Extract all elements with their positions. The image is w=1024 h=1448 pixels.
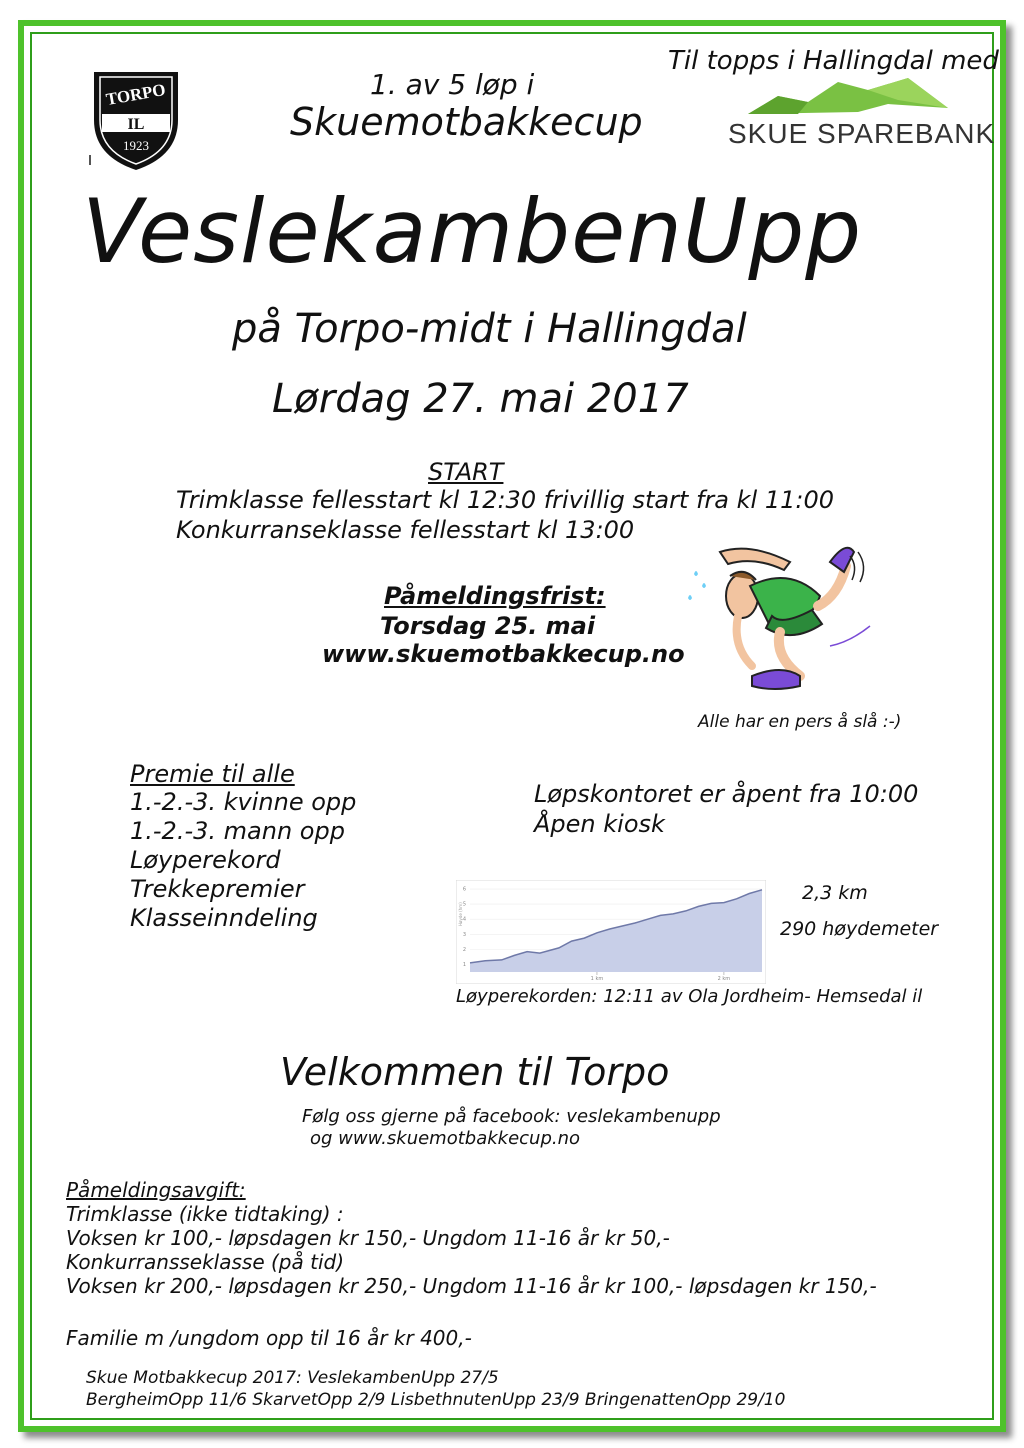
event-date: Lørdag 27. mai 2017 [272, 376, 689, 422]
pers-caption: Alle har en pers å slå :-) [698, 712, 902, 732]
profile-y-tick-label: 4 [462, 916, 466, 923]
fee-line: Voksen kr 200,- løpsdagen kr 250,- Ungdom 11-16 år kr 100,- løpsdagen kr 150,- [66, 1274, 877, 1298]
profile-x-tick-label: 1 km [590, 976, 604, 982]
welcome-heading: Velkommen til Torpo [280, 1050, 670, 1094]
follow-line-2: og www.skuemotbakkecup.no [310, 1128, 581, 1149]
sponsor-name: SKUE SPAREBANK [728, 118, 996, 149]
deadline-date: Torsdag 25. mai [380, 612, 596, 640]
prize-heading: Premie til alle [130, 760, 295, 788]
cup-line-2: Skuemotbakkecup [290, 100, 643, 144]
footer-line-2: BergheimOpp 11/6 SkarvetOpp 2/9 LisbethnutenUpp 23/9 BringenattenOpp 29/10 [86, 1390, 786, 1410]
sponsor-slogan: Til topps i Hallingdal med [668, 46, 999, 76]
torpo-il-logo [88, 68, 184, 172]
profile-y-tick-label: 1 [462, 961, 466, 968]
family-fee: Familie m /ungdom opp til 16 år kr 400,- [66, 1326, 472, 1350]
profile-y-label: Høyde (hm) [458, 902, 463, 926]
event-title: VeslekambenUpp [82, 180, 863, 283]
elevation-profile-chart [456, 880, 766, 984]
profile-y-tick-label: 3 [462, 931, 466, 938]
prize-item: 1.-2.-3. kvinne opp [130, 788, 357, 816]
event-subtitle: på Torpo-midt i Hallingdal [232, 306, 747, 352]
cup-line-1: 1. av 5 løp i [370, 68, 535, 101]
fee-line: Trimklasse (ikke tidtaking) : [66, 1202, 344, 1226]
profile-y-tick-label: 6 [462, 886, 466, 893]
profile-y-tick-label: 5 [462, 901, 466, 908]
decorative-tick [89, 155, 91, 165]
prize-item: Trekkepremier [130, 875, 305, 903]
logo-band-text: IL [127, 116, 145, 133]
footer-line-1: Skue Motbakkecup 2017: VeslekambenUpp 27/5 [86, 1368, 499, 1388]
fee-heading: Påmeldingsavgift: [66, 1178, 246, 1202]
logo-top-text: TORPO [104, 79, 168, 110]
fee-line: Voksen kr 100,- løpsdagen kr 150,- Ungdom 11-16 år kr 50,- [66, 1226, 670, 1250]
start-heading: START [428, 458, 504, 486]
course-record: Løyperekorden: 12:11 av Ola Jordheim- Hemsedal il [456, 986, 923, 1007]
prize-item: Klasseinndeling [130, 904, 318, 932]
deadline-heading: Påmeldingsfrist: [384, 582, 606, 610]
start-line-trim: Trimklasse fellesstart kl 12:30 frivillig start fra kl 11:00 [176, 486, 834, 514]
start-line-competition: Konkurranseklasse fellesstart kl 13:00 [176, 516, 635, 544]
logo-year-text: 1923 [123, 138, 149, 153]
prize-item: Løyperekord [130, 846, 281, 874]
profile-x-tick-label: 2 km [717, 976, 731, 982]
skue-sparebank-mountain-icon [748, 74, 948, 118]
follow-line-1: Følg oss gjerne på facebook: veslekambenupp [302, 1106, 721, 1127]
prize-item: 1.-2.-3. mann opp [130, 817, 345, 845]
course-elevation: 290 høydemeter [780, 918, 939, 940]
deadline-url: www.skuemotbakkecup.no [322, 640, 685, 668]
race-office-hours: Løpskontoret er åpent fra 10:00 [534, 780, 919, 808]
kiosk-info: Åpen kiosk [534, 810, 665, 838]
tired-runner-illustration [680, 536, 880, 696]
course-distance: 2,3 km [802, 882, 868, 904]
fee-line: Konkurransseklasse (på tid) [66, 1250, 344, 1274]
profile-y-tick-label: 2 [462, 946, 466, 953]
